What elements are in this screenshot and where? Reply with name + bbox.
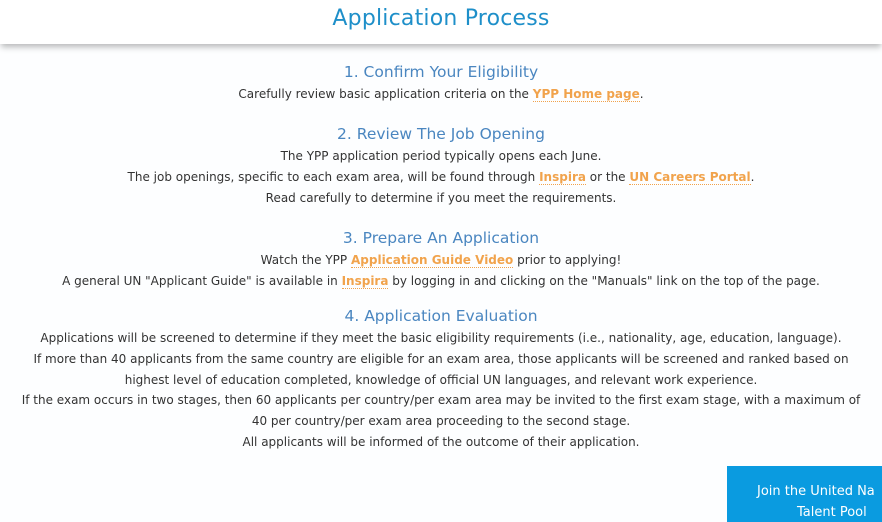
text-segment: Watch the YPP (260, 253, 351, 267)
step-application-evaluation (0, 307, 882, 453)
step-heading: 2. Review The Job Opening (337, 125, 545, 143)
step-text: If more than 40 applicants from the same country are eligible for an exam area, those applicants will be screened and ranked based on (33, 351, 849, 366)
step-text (0, 271, 882, 292)
step-text: The YPP application period typically opens each June. (280, 149, 602, 163)
text-segment: or the (585, 170, 630, 184)
inspira-link[interactable]: Inspira (539, 170, 586, 184)
step-text: Read carefully to determine if you meet the requirements. (265, 191, 617, 205)
main-content (0, 63, 882, 473)
step-text: highest level of education completed, knowledge of official UN languages, and relevant work experience. (124, 372, 758, 387)
step-text: Applications will be screened to determine if they meet the basic eligibility requirements (i.e., nationality, age, education, language). (40, 331, 842, 345)
step-text: All applicants will be informed of the outcome of their application. (242, 434, 640, 449)
un-careers-portal-link[interactable]: UN Careers Portal (629, 170, 751, 184)
join-talent-pool-button[interactable] (727, 466, 882, 522)
step-heading: 3. Prepare An Application (342, 229, 540, 247)
step-text: 40 per country/per exam area proceeding to the second stage. (251, 414, 631, 429)
step-prepare-application (0, 229, 882, 292)
step-text (0, 250, 882, 271)
step-review-job-opening (0, 125, 882, 209)
step-confirm-eligibility (0, 63, 882, 105)
text-segment: . (750, 170, 755, 184)
text-segment: by logging in and clicking on the "Manuals" link on the top of the page. (388, 274, 820, 288)
application-guide-video-link[interactable]: Application Guide Video (350, 253, 514, 267)
inspira-link[interactable]: Inspira (341, 274, 389, 288)
step-heading: 4. Application Evaluation (344, 307, 538, 325)
text-segment: Carefully review basic application criteria on the (238, 87, 533, 101)
step-text (0, 84, 882, 105)
step-text (0, 167, 882, 188)
step-heading: 1. Confirm Your Eligibility (343, 63, 539, 81)
text-segment: . (639, 87, 644, 101)
text-segment: A general UN "Applicant Guide" is available in (62, 274, 342, 288)
page-title: Application Process (332, 6, 550, 31)
button-label-line1: Join the United Na (757, 484, 875, 499)
step-text: If the exam occurs in two stages, then 60 applicants per country/per exam area may be invited to the first exam stage, with a maximum of (21, 393, 861, 408)
page-header (0, 0, 882, 44)
text-segment: prior to applying! (513, 253, 622, 267)
button-label-line2: Talent Pool (797, 505, 867, 520)
ypp-home-link[interactable]: YPP Home page (532, 87, 640, 101)
text-segment: The job openings, specific to each exam area, will be found through (127, 170, 540, 184)
